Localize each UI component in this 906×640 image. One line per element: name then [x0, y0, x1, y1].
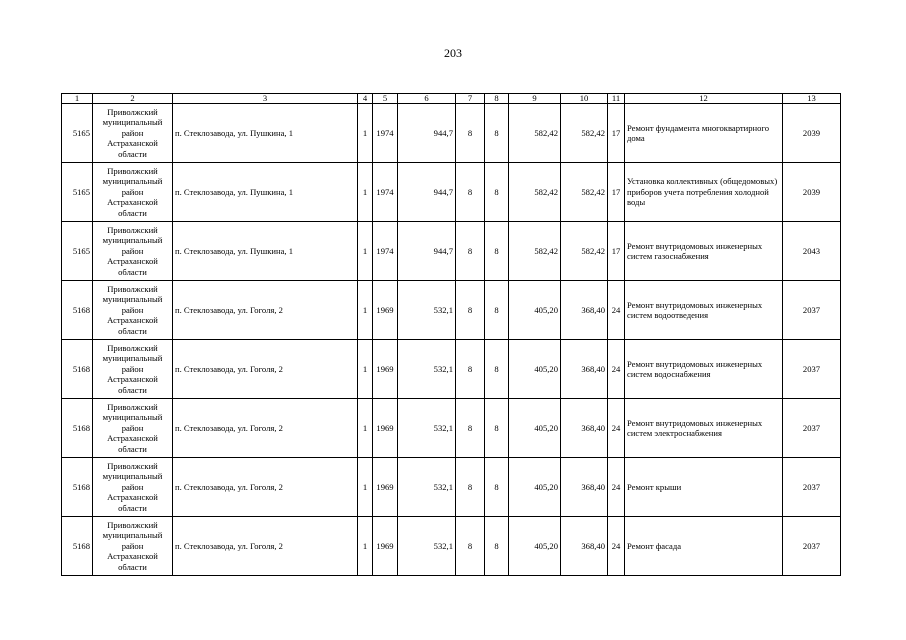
district-line: муниципальный — [102, 353, 163, 364]
address-cell: п. Стеклозавода, ул. Пушкина, 1 — [173, 104, 358, 163]
table-row — [62, 281, 841, 340]
district-line: Приволжский — [107, 283, 158, 294]
column-4-cell: 1 — [358, 222, 373, 281]
district-line: Приволжский — [107, 165, 158, 176]
district-line: Приволжский — [107, 224, 158, 235]
district-line: район — [121, 245, 144, 256]
object-id-cell: 5165 — [62, 104, 93, 163]
planned-year-cell: 2043 — [783, 222, 841, 281]
district-cell — [93, 458, 173, 517]
district-line: муниципальный — [102, 117, 163, 128]
column-8-cell: 8 — [485, 458, 509, 517]
planned-year-cell: 2037 — [783, 458, 841, 517]
column-9-cell: 405,20 — [509, 458, 561, 517]
build-year-cell: 1974 — [373, 104, 398, 163]
column-number-header-row — [62, 94, 841, 104]
district-line: Астраханской — [107, 197, 158, 208]
column-10-cell: 368,40 — [561, 517, 608, 576]
area-cell: 532,1 — [398, 281, 456, 340]
column-9-cell: 405,20 — [509, 517, 561, 576]
work-type-cell: Ремонт внутридомовых инженерных систем водоотведения — [625, 281, 783, 340]
planned-year-cell: 2037 — [783, 517, 841, 576]
build-year-cell: 1969 — [373, 517, 398, 576]
table-row — [62, 104, 841, 163]
district-line: Астраханской — [107, 256, 158, 267]
district-cell — [93, 222, 173, 281]
district-line: район — [121, 304, 144, 315]
district-line: район — [121, 422, 144, 433]
column-10-cell: 368,40 — [561, 340, 608, 399]
column-7-cell: 8 — [456, 517, 485, 576]
district-line: муниципальный — [102, 176, 163, 187]
table-row — [62, 517, 841, 576]
area-cell: 944,7 — [398, 163, 456, 222]
district-line: области — [118, 502, 147, 513]
column-header: 5 — [373, 94, 398, 104]
address-cell: п. Стеклозавода, ул. Гоголя, 2 — [173, 517, 358, 576]
work-type-cell: Ремонт крыши — [625, 458, 783, 517]
district-line: Приволжский — [107, 401, 158, 412]
district-line: район — [121, 540, 144, 551]
column-header: 1 — [62, 94, 93, 104]
column-header: 2 — [93, 94, 173, 104]
district-line: Приволжский — [107, 460, 158, 471]
district-line: район — [121, 481, 144, 492]
column-8-cell: 8 — [485, 517, 509, 576]
column-7-cell: 8 — [456, 340, 485, 399]
district-line: Приволжский — [107, 519, 158, 530]
column-11-cell: 17 — [608, 222, 625, 281]
column-4-cell: 1 — [358, 163, 373, 222]
area-cell: 532,1 — [398, 458, 456, 517]
column-10-cell: 582,42 — [561, 104, 608, 163]
column-8-cell: 8 — [485, 222, 509, 281]
district-line: район — [121, 127, 144, 138]
district-cell — [93, 163, 173, 222]
table-row — [62, 340, 841, 399]
column-4-cell: 1 — [358, 281, 373, 340]
column-header: 9 — [509, 94, 561, 104]
planned-year-cell: 2039 — [783, 104, 841, 163]
column-header: 8 — [485, 94, 509, 104]
table-row — [62, 399, 841, 458]
district-cell — [93, 399, 173, 458]
build-year-cell: 1974 — [373, 163, 398, 222]
column-8-cell: 8 — [485, 163, 509, 222]
build-year-cell: 1974 — [373, 222, 398, 281]
area-cell: 532,1 — [398, 517, 456, 576]
column-8-cell: 8 — [485, 281, 509, 340]
planned-year-cell: 2037 — [783, 340, 841, 399]
address-cell: п. Стеклозавода, ул. Пушкина, 1 — [173, 222, 358, 281]
planned-year-cell: 2039 — [783, 163, 841, 222]
area-cell: 532,1 — [398, 340, 456, 399]
district-line: области — [118, 148, 147, 159]
district-line: Астраханской — [107, 551, 158, 562]
build-year-cell: 1969 — [373, 281, 398, 340]
planned-year-cell: 2037 — [783, 281, 841, 340]
column-7-cell: 8 — [456, 222, 485, 281]
district-line: Приволжский — [107, 342, 158, 353]
column-10-cell: 368,40 — [561, 458, 608, 517]
district-line: области — [118, 561, 147, 572]
address-cell: п. Стеклозавода, ул. Гоголя, 2 — [173, 281, 358, 340]
column-8-cell: 8 — [485, 399, 509, 458]
column-header: 4 — [358, 94, 373, 104]
column-11-cell: 24 — [608, 458, 625, 517]
district-line: Астраханской — [107, 492, 158, 503]
district-line: муниципальный — [102, 530, 163, 541]
column-7-cell: 8 — [456, 163, 485, 222]
area-cell: 532,1 — [398, 399, 456, 458]
district-line: области — [118, 325, 147, 336]
district-line: области — [118, 266, 147, 277]
district-line: муниципальный — [102, 412, 163, 423]
planned-year-cell: 2037 — [783, 399, 841, 458]
column-header: 11 — [608, 94, 625, 104]
address-cell: п. Стеклозавода, ул. Гоголя, 2 — [173, 458, 358, 517]
column-8-cell: 8 — [485, 340, 509, 399]
column-9-cell: 405,20 — [509, 340, 561, 399]
column-4-cell: 1 — [358, 104, 373, 163]
area-cell: 944,7 — [398, 104, 456, 163]
district-line: муниципальный — [102, 294, 163, 305]
district-line: район — [121, 186, 144, 197]
district-line: Астраханской — [107, 433, 158, 444]
column-4-cell: 1 — [358, 458, 373, 517]
column-4-cell: 1 — [358, 399, 373, 458]
district-line: Астраханской — [107, 138, 158, 149]
object-id-cell: 5165 — [62, 222, 93, 281]
column-9-cell: 582,42 — [509, 163, 561, 222]
column-11-cell: 17 — [608, 163, 625, 222]
column-9-cell: 405,20 — [509, 399, 561, 458]
table-row — [62, 458, 841, 517]
object-id-cell: 5168 — [62, 458, 93, 517]
column-7-cell: 8 — [456, 399, 485, 458]
district-line: муниципальный — [102, 235, 163, 246]
work-type-cell: Ремонт внутридомовых инженерных систем газоснабжения — [625, 222, 783, 281]
object-id-cell: 5165 — [62, 163, 93, 222]
build-year-cell: 1969 — [373, 458, 398, 517]
column-header: 13 — [783, 94, 841, 104]
column-7-cell: 8 — [456, 104, 485, 163]
district-line: области — [118, 384, 147, 395]
column-header: 6 — [398, 94, 456, 104]
work-type-cell: Ремонт фундамента многоквартирного дома — [625, 104, 783, 163]
district-line: Приволжский — [107, 106, 158, 117]
column-header: 7 — [456, 94, 485, 104]
area-cell: 944,7 — [398, 222, 456, 281]
table-row — [62, 222, 841, 281]
column-header: 3 — [173, 94, 358, 104]
object-id-cell: 5168 — [62, 340, 93, 399]
work-type-cell: Ремонт фасада — [625, 517, 783, 576]
column-10-cell: 582,42 — [561, 222, 608, 281]
column-11-cell: 24 — [608, 517, 625, 576]
column-9-cell: 582,42 — [509, 222, 561, 281]
page-number: 203 — [444, 46, 462, 60]
column-8-cell: 8 — [485, 104, 509, 163]
work-type-cell: Ремонт внутридомовых инженерных систем водоснабжения — [625, 340, 783, 399]
district-line: Астраханской — [107, 374, 158, 385]
district-cell — [93, 281, 173, 340]
object-id-cell: 5168 — [62, 399, 93, 458]
column-10-cell: 368,40 — [561, 399, 608, 458]
column-9-cell: 405,20 — [509, 281, 561, 340]
district-cell — [93, 104, 173, 163]
column-11-cell: 24 — [608, 340, 625, 399]
column-7-cell: 8 — [456, 281, 485, 340]
column-4-cell: 1 — [358, 517, 373, 576]
district-line: муниципальный — [102, 471, 163, 482]
column-4-cell: 1 — [358, 340, 373, 399]
build-year-cell: 1969 — [373, 399, 398, 458]
column-11-cell: 24 — [608, 281, 625, 340]
work-type-cell: Ремонт внутридомовых инженерных систем электроснабжения — [625, 399, 783, 458]
column-9-cell: 582,42 — [509, 104, 561, 163]
district-cell — [93, 340, 173, 399]
district-line: Астраханской — [107, 315, 158, 326]
build-year-cell: 1969 — [373, 340, 398, 399]
repair-schedule-table — [61, 93, 841, 576]
district-line: район — [121, 363, 144, 374]
district-line: области — [118, 443, 147, 454]
object-id-cell: 5168 — [62, 281, 93, 340]
address-cell: п. Стеклозавода, ул. Пушкина, 1 — [173, 163, 358, 222]
column-11-cell: 17 — [608, 104, 625, 163]
column-10-cell: 368,40 — [561, 281, 608, 340]
column-header: 12 — [625, 94, 783, 104]
work-type-cell: Установка коллективных (общедомовых) приборов учета потребления холодной воды — [625, 163, 783, 222]
address-cell: п. Стеклозавода, ул. Гоголя, 2 — [173, 399, 358, 458]
district-line: области — [118, 207, 147, 218]
address-cell: п. Стеклозавода, ул. Гоголя, 2 — [173, 340, 358, 399]
column-10-cell: 582,42 — [561, 163, 608, 222]
column-header: 10 — [561, 94, 608, 104]
object-id-cell: 5168 — [62, 517, 93, 576]
table-row — [62, 163, 841, 222]
column-7-cell: 8 — [456, 458, 485, 517]
district-cell — [93, 517, 173, 576]
column-11-cell: 24 — [608, 399, 625, 458]
